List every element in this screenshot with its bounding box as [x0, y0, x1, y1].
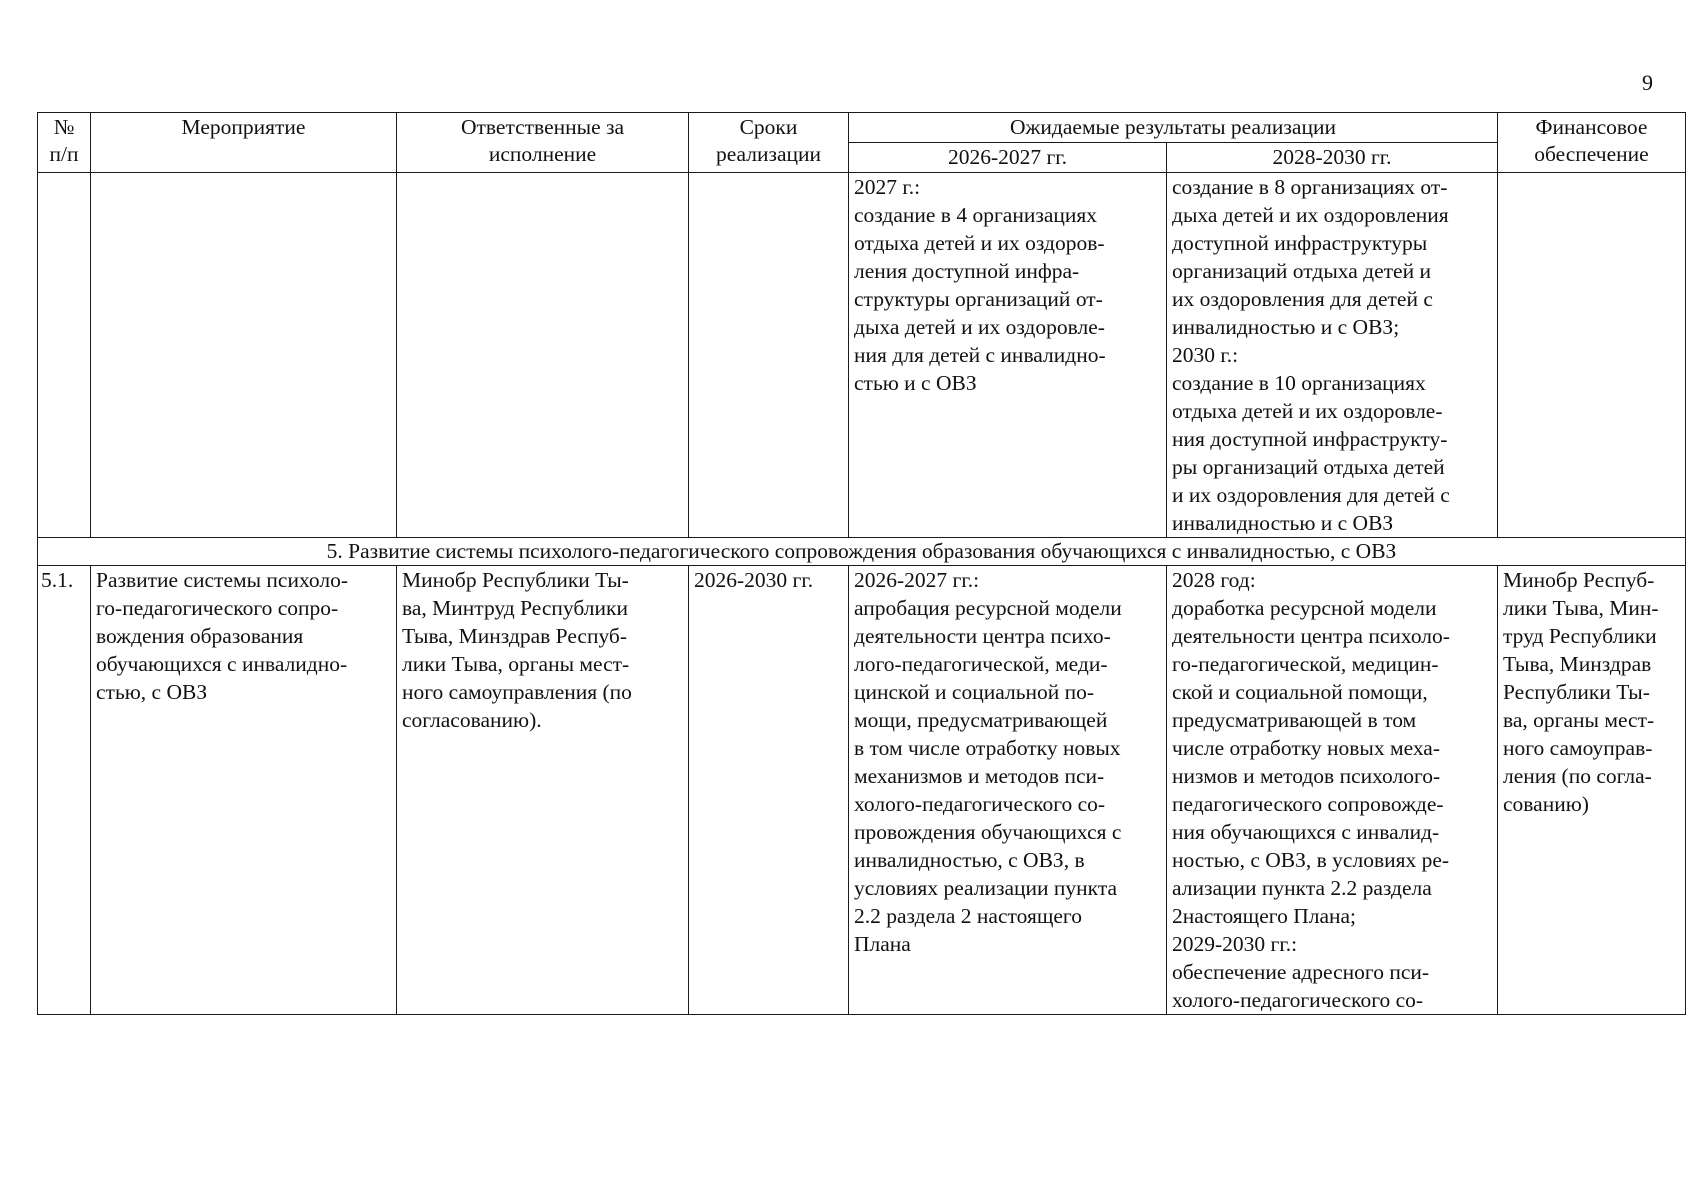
header-period-2026-2027: 2026-2027 гг.: [849, 143, 1167, 173]
section-row: [38, 538, 1686, 566]
cell-event: Развитие системы психоло- го-педагогического сопро- вождения образования обучающихся с инвалидно- стью, с ОВЗ: [91, 566, 397, 1015]
section-title: 5. Развитие системы психолого-педагогического сопровождения образования обучающихся с инвалидностью, с ОВЗ: [38, 538, 1686, 566]
plan-table: [37, 112, 1686, 1015]
header-responsible: Ответственные за исполнение: [397, 113, 689, 173]
cell-period-2028-2030: 2028 год: доработка ресурсной модели деятельности центра психоло- го-педагогической, медицин- ской и социальной помощи, предусматривающей в том числе отработку новых меха- низмов и методов психолого- педагогического сопровожде- ния обучающихся с инвалид- ностью, с ОВЗ, в условиях ре- ализации пункта 2.2 раздела 2настоящего Плана; 2029-2030 гг.: обеспечение адресного пси- холого-педагогического со-: [1167, 566, 1498, 1015]
cell-terms: [689, 173, 849, 538]
header-period-2028-2030: 2028-2030 гг.: [1167, 143, 1498, 173]
cell-finance: [1498, 173, 1686, 538]
cell-num: 5.1.: [38, 566, 91, 1015]
header-event: Мероприятие: [91, 113, 397, 173]
cell-period-2026-2027: 2026-2027 гг.: апробация ресурсной модели деятельности центра психо- лого-педагогической, меди- цинской и социальной по- мощи, предусматривающей в том числе отработку новых механизмов и методов пси- холого-педагогического со- провождения обучающихся с инвалидностью, с ОВЗ, в условиях реализации пункта 2.2 раздела 2 настоящего Плана: [849, 566, 1167, 1015]
cell-terms: 2026-2030 гг.: [689, 566, 849, 1015]
page-number: 9: [1642, 70, 1653, 95]
header-num: № п/п: [38, 113, 91, 173]
table-row-5-1: [38, 566, 1686, 1015]
cell-num: [38, 173, 91, 538]
cell-responsible: [397, 173, 689, 538]
cell-period-2026-2027: 2027 г.: создание в 4 организациях отдыха детей и их оздоров- ления доступной инфра- структуры организаций от- дыха детей и их оздоровле- ния для детей с инвалидно- стью и с ОВЗ: [849, 173, 1167, 538]
header-row-1: [38, 113, 1686, 143]
table-row-continued: [38, 173, 1686, 538]
header-expected-results: Ожидаемые результаты реализации: [849, 113, 1498, 143]
cell-responsible: Минобр Республики Ты- ва, Минтруд Республики Тыва, Минздрав Респуб- лики Тыва, органы мест- ного самоуправления (по согласованию).: [397, 566, 689, 1015]
header-terms: Сроки реализации: [689, 113, 849, 173]
cell-period-2028-2030: создание в 8 организациях от- дыха детей и их оздоровления доступной инфраструктуры организаций отдыха детей и их оздоровления для детей с инвалидностью и с ОВЗ; 2030 г.: создание в 10 организациях отдыха детей и их оздоровле- ния доступной инфраструкту- ры организаций отдыха детей и их оздоровления для детей с инвалидностью и с ОВЗ: [1167, 173, 1498, 538]
header-finance: Финансовое обеспечение: [1498, 113, 1686, 173]
cell-event: [91, 173, 397, 538]
cell-finance: Минобр Респуб- лики Тыва, Мин- труд Республики Тыва, Минздрав Республики Ты- ва, органы мест- ного самоуправ- ления (по согла- сованию): [1498, 566, 1686, 1015]
